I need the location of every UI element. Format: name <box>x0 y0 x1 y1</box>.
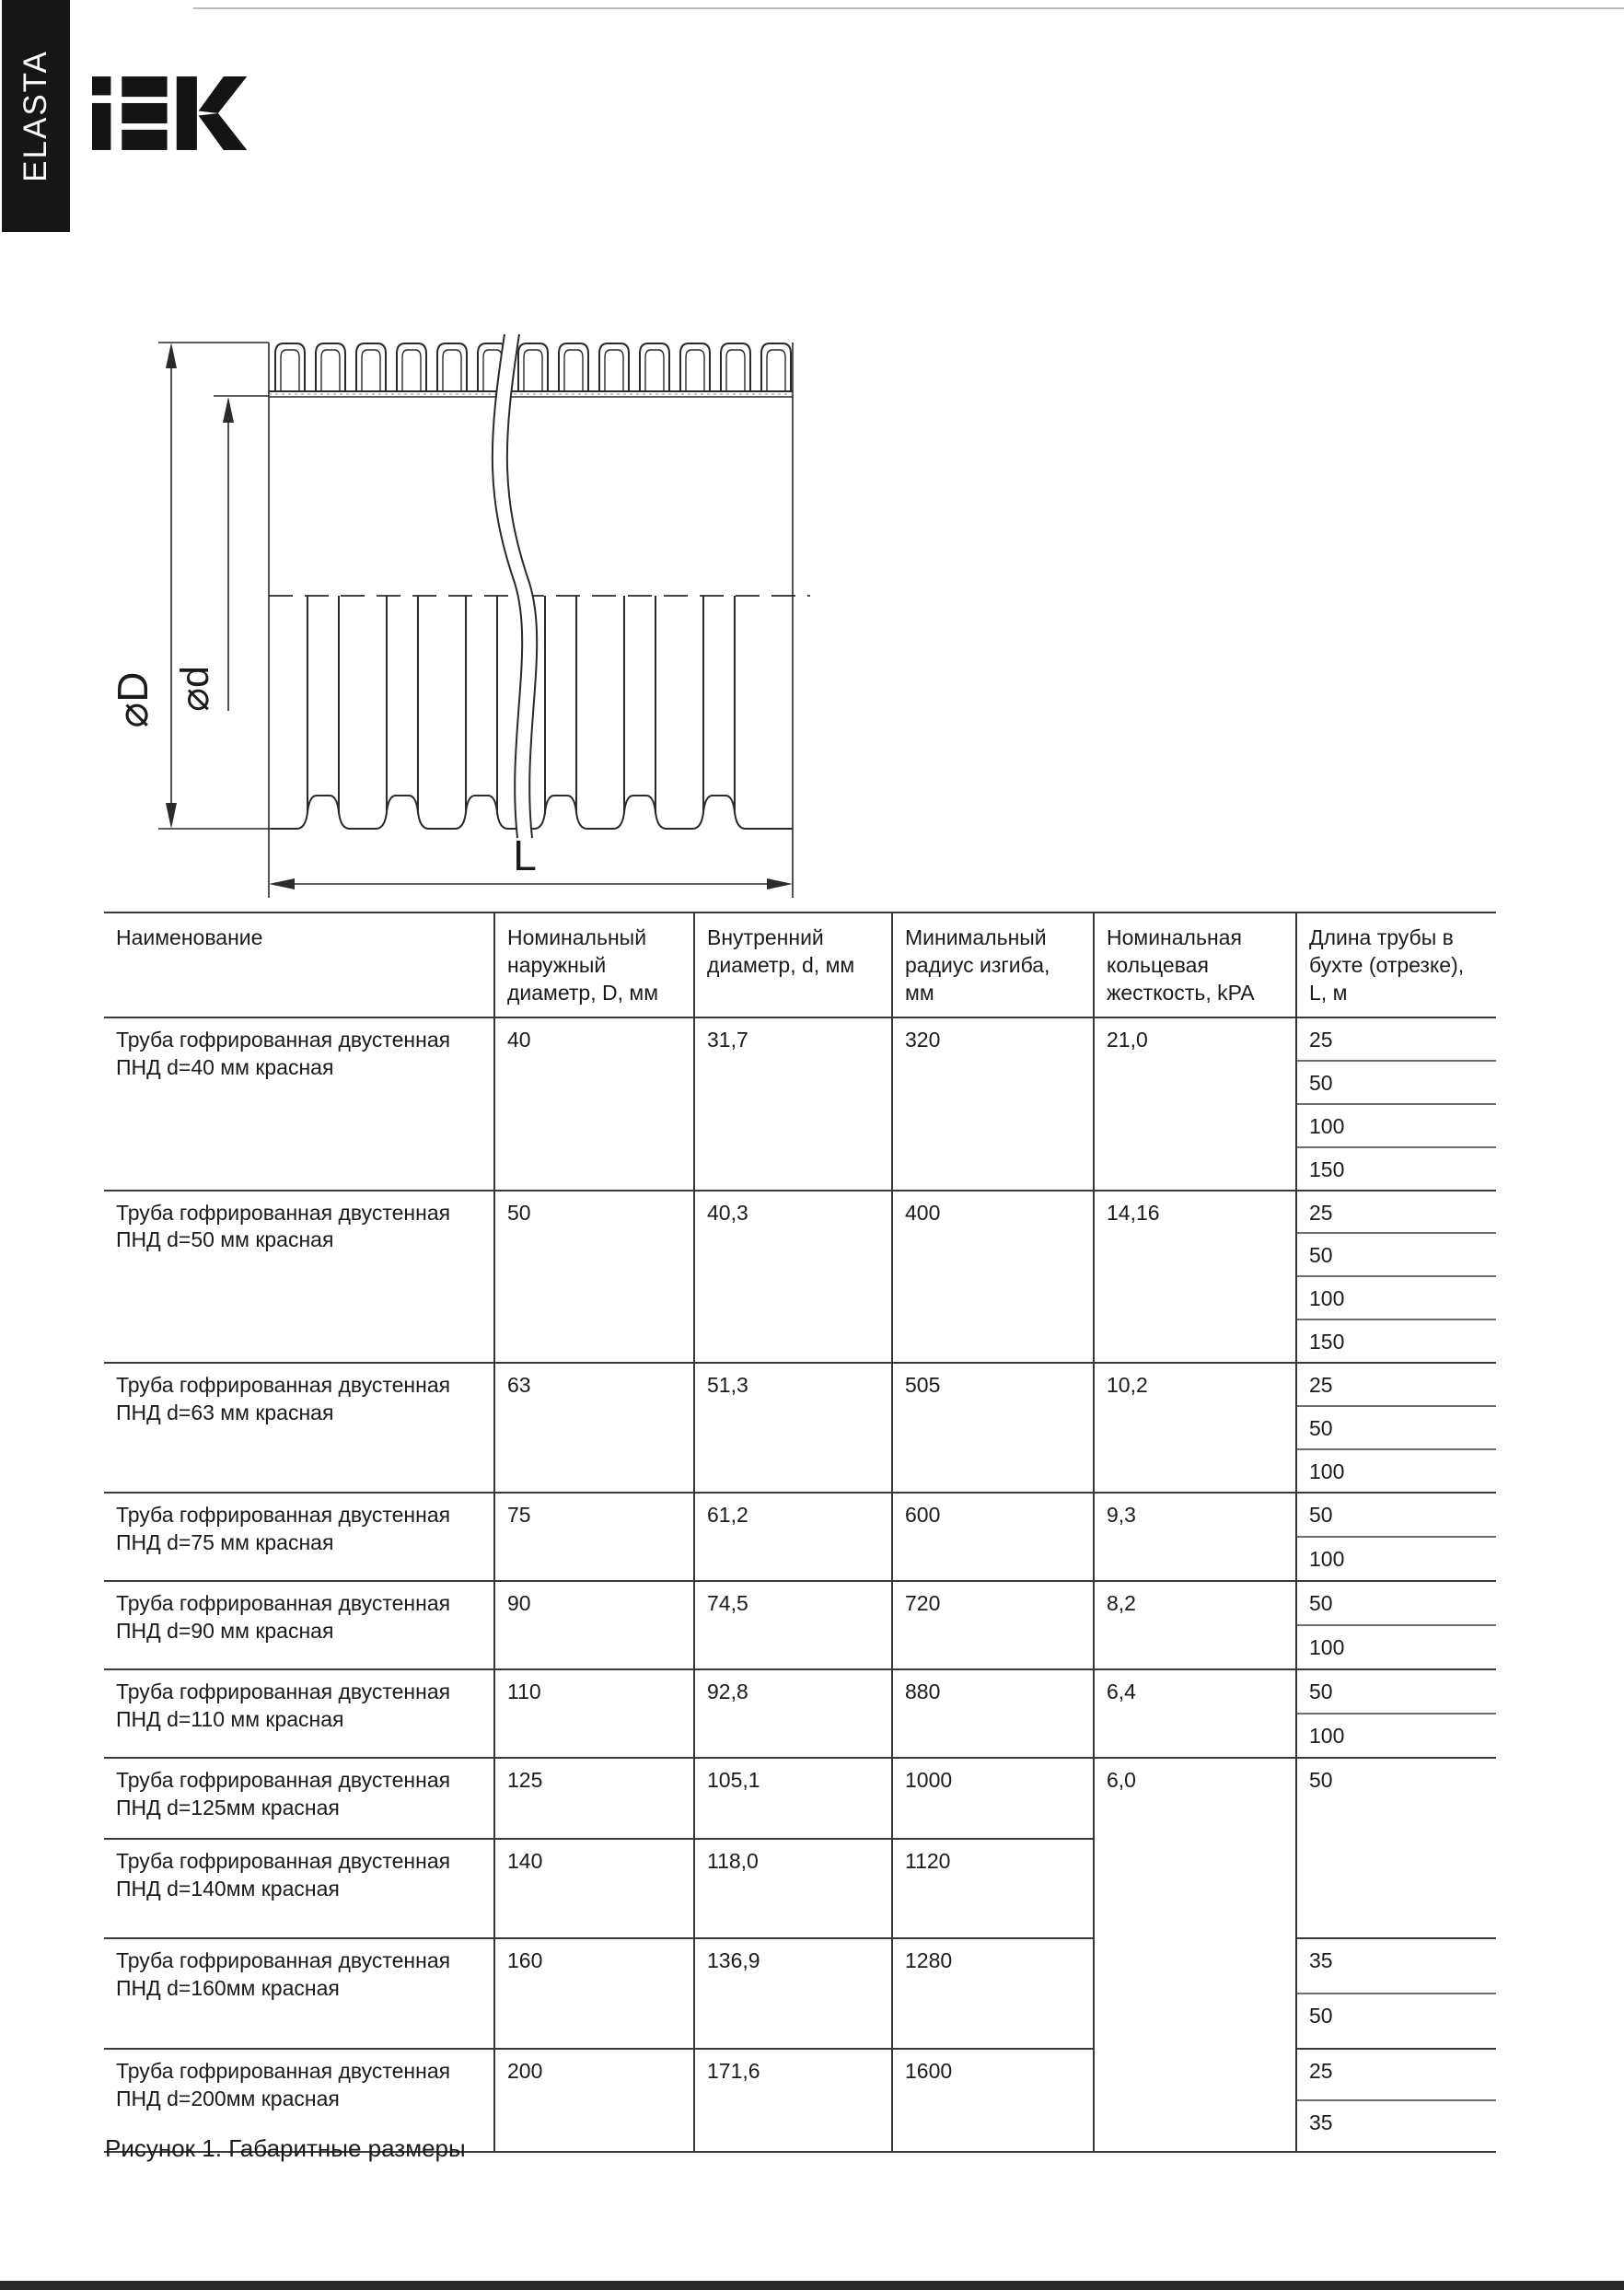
cell-outer-diameter: 200 <box>494 2049 694 2152</box>
cell-inner-diameter: 51,3 <box>694 1363 892 1493</box>
cell-outer-diameter: 160 <box>494 1938 694 2049</box>
cell-length: 150 <box>1296 1319 1496 1363</box>
table-row <box>104 1493 1496 1537</box>
cell-length: 100 <box>1296 1714 1496 1758</box>
cell-length: 50 <box>1296 1669 1496 1714</box>
cell-ring-stiffness: 6,4 <box>1094 1669 1296 1758</box>
cell-inner-diameter: 105,1 <box>694 1758 892 1839</box>
cell-inner-diameter: 61,2 <box>694 1493 892 1581</box>
cell-product-name: Труба гофрированная двустенная ПНД d=90 мм красная <box>104 1581 494 1669</box>
pipe-spec-table <box>104 912 1496 2153</box>
cell-outer-diameter: 110 <box>494 1669 694 1758</box>
cell-inner-diameter: 171,6 <box>694 2049 892 2152</box>
cell-inner-diameter: 118,0 <box>694 1839 892 1938</box>
iek-logo-glyphs <box>92 76 247 150</box>
cell-outer-diameter: 140 <box>494 1839 694 1938</box>
iek-logo <box>92 70 249 157</box>
cell-length: 50 <box>1296 1493 1496 1537</box>
cell-length: 100 <box>1296 1449 1496 1493</box>
cell-length: 100 <box>1296 1625 1496 1669</box>
cell-length: 50 <box>1296 1061 1496 1104</box>
table-row <box>104 1581 1496 1625</box>
cell-inner-diameter: 74,5 <box>694 1581 892 1669</box>
cell-length: 50 <box>1296 1994 1496 2049</box>
cell-length: 150 <box>1296 1147 1496 1191</box>
cell-inner-diameter: 92,8 <box>694 1669 892 1758</box>
page-bottom-scan-band <box>0 2281 1624 2290</box>
cell-inner-diameter: 31,7 <box>694 1017 892 1191</box>
header-inner-diameter: Внутренний диаметр, d, мм <box>694 913 892 1017</box>
cell-bend-radius: 1120 <box>892 1839 1094 1938</box>
header-name: Наименование <box>104 913 494 1017</box>
cell-length: 25 <box>1296 1363 1496 1406</box>
table-row <box>104 1758 1496 1839</box>
page-top-scan-line <box>193 7 1624 9</box>
cell-ring-stiffness: 9,3 <box>1094 1493 1296 1581</box>
outer-diameter-label: ⌀D <box>109 671 157 728</box>
cell-inner-diameter: 40,3 <box>694 1191 892 1364</box>
inner-diameter-label: ⌀d <box>173 666 217 712</box>
cell-ring-stiffness: 8,2 <box>1094 1581 1296 1669</box>
cell-outer-diameter: 75 <box>494 1493 694 1581</box>
cell-bend-radius: 1000 <box>892 1758 1094 1839</box>
cell-outer-diameter: 90 <box>494 1581 694 1669</box>
cell-length: 50 <box>1296 1758 1496 1938</box>
table-header-row <box>104 913 1496 1017</box>
cell-length: 100 <box>1296 1276 1496 1319</box>
cell-length: 100 <box>1296 1104 1496 1147</box>
cell-length: 25 <box>1296 1017 1496 1061</box>
header-ring-stiffness: Номинальная кольцевая жесткость, kPA <box>1094 913 1296 1017</box>
cell-outer-diameter: 63 <box>494 1363 694 1493</box>
cell-length: 35 <box>1296 2100 1496 2152</box>
cell-outer-diameter: 50 <box>494 1191 694 1364</box>
cell-product-name: Труба гофрированная двустенная ПНД d=63 мм красная <box>104 1363 494 1493</box>
table-row <box>104 1669 1496 1714</box>
cell-product-name: Труба гофрированная двустенная ПНД d=75 мм красная <box>104 1493 494 1581</box>
cell-length: 50 <box>1296 1406 1496 1449</box>
table-row <box>104 1363 1496 1406</box>
length-label: L <box>513 831 537 879</box>
cell-bend-radius: 1600 <box>892 2049 1094 2152</box>
header-coil-length: Длина трубы в бухте (отрезке), L, м <box>1296 913 1496 1017</box>
cell-product-name: Труба гофрированная двустенная ПНД d=140мм красная <box>104 1839 494 1938</box>
cell-ring-stiffness: 21,0 <box>1094 1017 1296 1191</box>
series-banner <box>2 0 70 232</box>
cell-inner-diameter: 136,9 <box>694 1938 892 2049</box>
cell-length: 50 <box>1296 1233 1496 1276</box>
table-row <box>104 1191 1496 1234</box>
cell-product-name: Труба гофрированная двустенная ПНД d=125мм красная <box>104 1758 494 1839</box>
figure-caption: Рисунок 1. Габаритные размеры <box>105 2134 466 2162</box>
cell-length: 50 <box>1296 1581 1496 1625</box>
pipe-diagram <box>74 184 847 921</box>
cell-bend-radius: 320 <box>892 1017 1094 1191</box>
table-row <box>104 1017 1496 1061</box>
cell-product-name: Труба гофрированная двустенная ПНД d=50 мм красная <box>104 1191 494 1364</box>
cell-length: 25 <box>1296 2049 1496 2100</box>
dimension-inner-diameter <box>173 396 269 712</box>
cell-bend-radius: 600 <box>892 1493 1094 1581</box>
cell-ring-stiffness: 14,16 <box>1094 1191 1296 1364</box>
cell-bend-radius: 400 <box>892 1191 1094 1364</box>
pipe-top-corrugation <box>269 343 793 397</box>
dimension-length <box>269 831 793 889</box>
cell-outer-diameter: 40 <box>494 1017 694 1191</box>
cell-outer-diameter: 125 <box>494 1758 694 1839</box>
cable-wave <box>493 334 537 838</box>
dimension-outer-diameter <box>109 343 295 829</box>
cell-length: 100 <box>1296 1537 1496 1581</box>
cell-length: 25 <box>1296 1191 1496 1234</box>
series-banner-label: ELASTA <box>17 50 54 182</box>
cell-bend-radius: 720 <box>892 1581 1094 1669</box>
cell-product-name: Труба гофрированная двустенная ПНД d=110 мм красная <box>104 1669 494 1758</box>
cell-bend-radius: 880 <box>892 1669 1094 1758</box>
cell-product-name: Труба гофрированная двустенная ПНД d=160мм красная <box>104 1938 494 2049</box>
cell-ring-stiffness: 10,2 <box>1094 1363 1296 1493</box>
cell-bend-radius: 1280 <box>892 1938 1094 2049</box>
cell-product-name: Труба гофрированная двустенная ПНД d=40 мм красная <box>104 1017 494 1191</box>
cell-ring-stiffness: 6,0 <box>1094 1758 1296 2152</box>
cell-product-name: Труба гофрированная двустенная ПНД d=200мм красная <box>104 2049 494 2152</box>
cell-bend-radius: 505 <box>892 1363 1094 1493</box>
header-bend-radius: Минимальный радиус изгиба, мм <box>892 913 1094 1017</box>
header-outer-diameter: Номинальный наружный диаметр, D, мм <box>494 913 694 1017</box>
cell-length: 35 <box>1296 1938 1496 1994</box>
